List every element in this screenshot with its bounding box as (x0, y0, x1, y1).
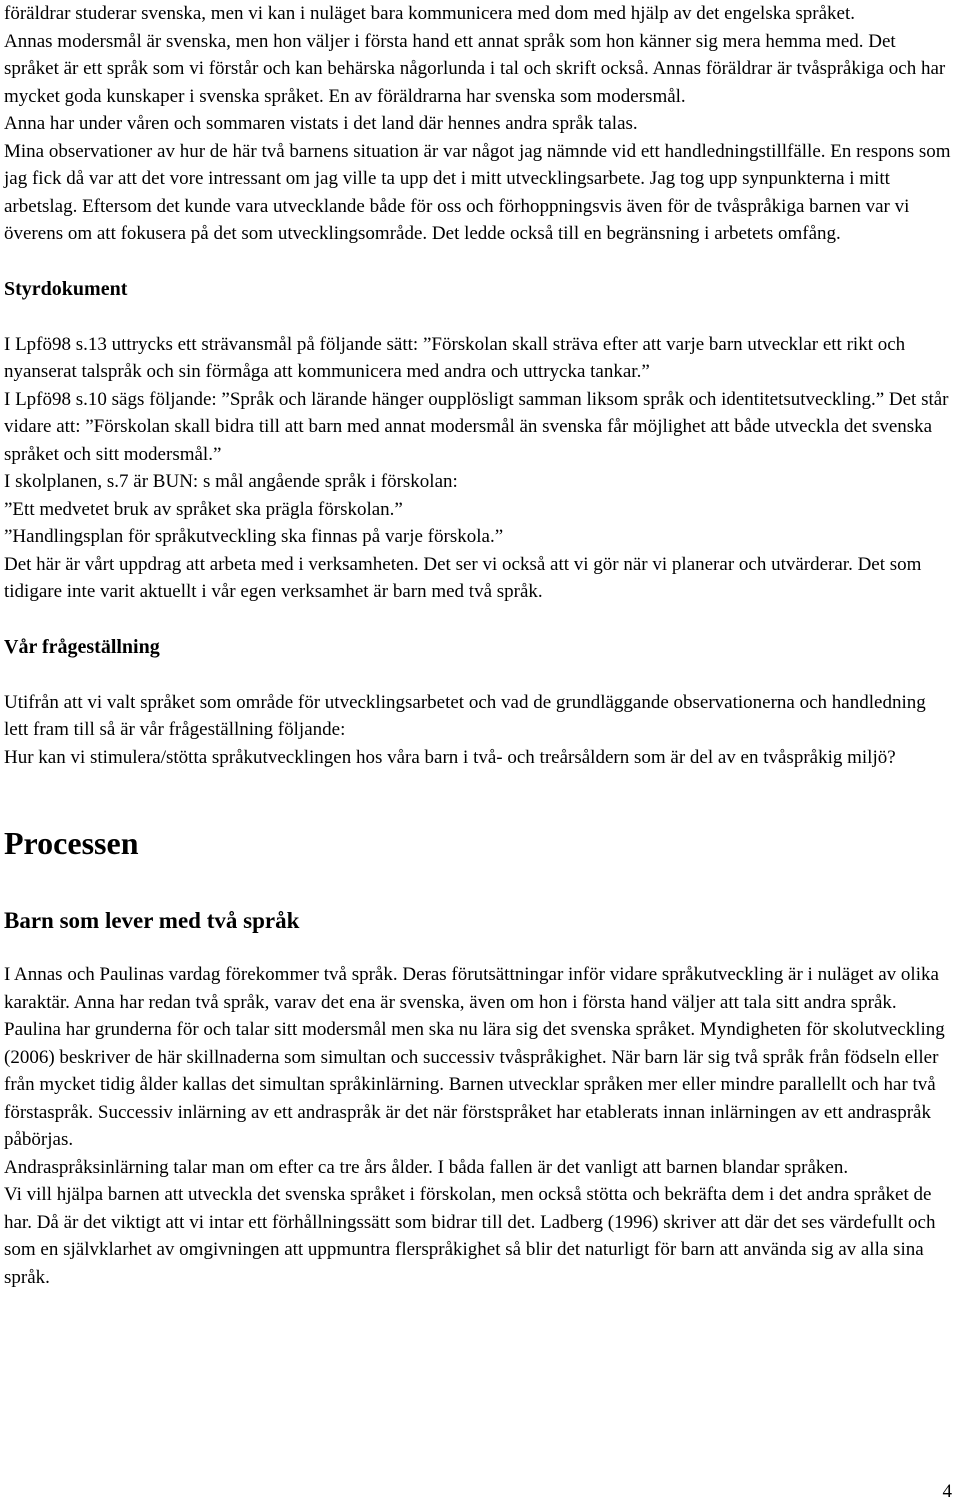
styrdokument-paragraph-3: I skolplanen, s.7 är BUN: s mål angående språk i förskolan: (4, 471, 458, 492)
styrdokument-paragraph-2: I Lpfö98 s.10 sägs följande: ”Språk och lärande hänger oupplösligt samman liksom språk och identitetsutveckling.” Det står vidare att: ”Förskolan skall bidra till att barn med annat modersmål än svenska får möjlighet att både utveckla det svenska språket och sitt modersmål.” (4, 388, 949, 465)
fragestallning-heading: Vår frågeställning (4, 635, 160, 658)
styrdokument-paragraph-1: I Lpfö98 s.13 uttrycks ett strävansmål på följande sätt: ”Förskolan skall sträva efter att varje barn utvecklar ett rikt och nyanserat talspråk och sin förmåga att kommunicera med andra och uttrycka tankar.” (4, 333, 906, 382)
barn-tva-sprak-heading: Barn som lever med två språk (4, 908, 300, 933)
document-page (4, 0, 954, 1291)
processen-heading: Processen (4, 825, 139, 861)
styrdokument-heading: Styrdokument (4, 277, 128, 300)
barn-paragraph-3: Vi vill hjälpa barnen att utveckla det svenska språket i förskolan, men också stötta och bekräfta dem i det andra språket de har. Då är det viktigt att vi intar ett förhållningssätt som bidrar till det. Ladberg (1996) skriver att där det ses värdefullt och som en självklarhet av omgivningen att uppmuntra flerspråkighet så blir det naturligt för barn att använda sig av alla sina språk. (4, 1184, 936, 1288)
styrdokument-quote-1: ”Ett medvetet bruk av språket ska prägla förskolan.” (4, 498, 403, 520)
intro-paragraph-3: Anna har under våren och sommaren vistats i det land där hennes andra språk talas. (4, 113, 638, 134)
fragestallning-question: Hur kan vi stimulera/stötta språkutvecklingen hos våra barn i två- och treårsåldern som är del av en tvåspråkig miljö? (4, 746, 896, 768)
styrdokument-paragraph-4: Det här är vårt uppdrag att arbeta med i verksamheten. Det ser vi också att vi gör när vi planerar och utvärderar. Det som tidigare inte varit aktuellt i vår egen verksamhet är barn med två språk. (4, 553, 922, 602)
fragestallning-paragraph-1: Utifrån att vi valt språket som område för utvecklingsarbetet och vad de grundläggande observationerna och handledning lett fram till så är vår frågeställning följande: (4, 691, 926, 740)
intro-paragraph-2: Annas modersmål är svenska, men hon väljer i första hand ett annat språk som hon känner sig mera hemma med. Det språket är ett språk som vi förstår och kan behärska någorlunda i tal och skrift också. Annas föräldrar är tvåspråkiga och har mycket goda kunskaper i svenska språket. En av föräldrarna har svenska som modersmål. (4, 30, 946, 107)
barn-paragraph-2: Andraspråksinlärning talar man om efter ca tre års ålder. I båda fallen är det vanligt att barnen blandar språken. (4, 1156, 849, 1178)
page-number: 4 (942, 1480, 952, 1502)
intro-paragraph-4: Mina observationer av hur de här två barnens situation är var något jag nämnde vid ett handledningstillfälle. En respons som jag fick då var att det vore intressant om jag ville ta upp det i mitt utvecklingsarbete. Jag tog upp synpunkterna i mitt arbetslag. Eftersom det kunde vara utvecklande både för oss och förhoppningsvis även för de tvåspråkiga barnen var vi överens om att fokusera på det som utvecklingsområde. Det ledde också till en begränsning i arbetets omfång. (4, 140, 951, 244)
styrdokument-quote-2: ”Handlingsplan för språkutveckling ska finnas på varje förskola.” (4, 526, 504, 547)
intro-paragraph-1: föräldrar studerar svenska, men vi kan i nuläget bara kommunicera med dom med hjälp av det engelska språket. (4, 3, 856, 24)
barn-paragraph-1: I Annas och Paulinas vardag förekommer två språk. Deras förutsättningar inför vidare språkutveckling är i nuläget av olika karaktär. Anna har redan två språk, varav det ena är svenska, även om hon i första hand väljer att tala sitt andra språk. Paulina har grunderna för och talar sitt modersmål men ska nu lära sig det svenska språket. Myndigheten för skolutveckling (2006) beskriver de här skillnaderna som simultan och successiv tvåspråkighet. När barn lär sig två språk från födseln eller från mycket tidig ålder kallas det simultan språkinlärning. Barnen utvecklar språken mer eller mindre parallellt och har två förstaspråk. Successiv inlärning av ett andraspråk är det när förstspråket har etablerats innan inlärningen av ett andraspråk påbörjas. (4, 964, 945, 1150)
